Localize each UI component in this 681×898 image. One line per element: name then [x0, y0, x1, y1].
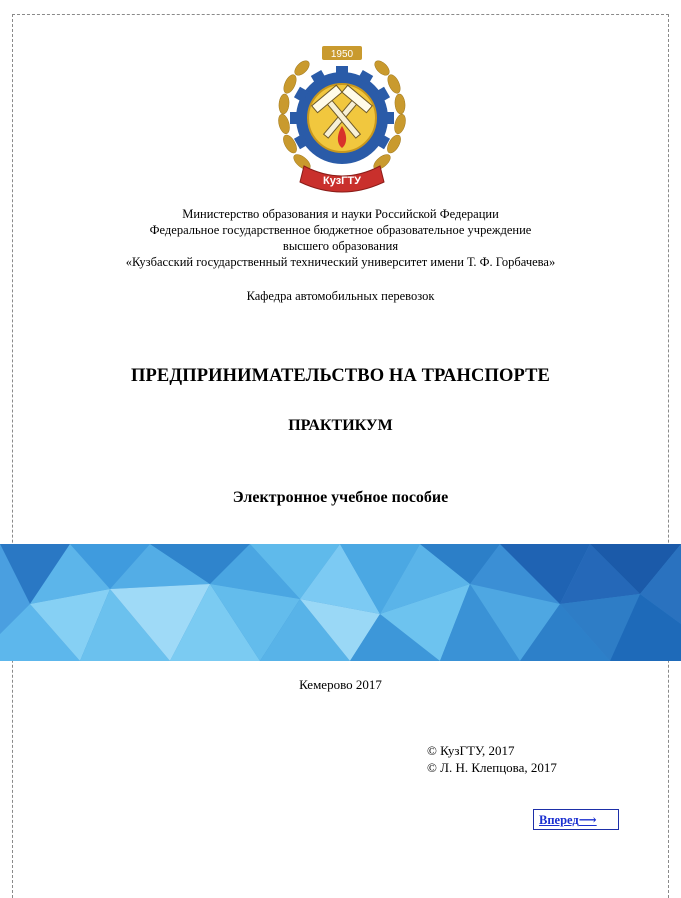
document-title: ПРЕДПРИНИМАТЕЛЬСТВО НА ТРАНСПОРТЕ [131, 366, 550, 386]
next-button-label: Вперед [539, 813, 579, 827]
header-line: Министерство образования и науки Российской Федерации [182, 207, 499, 221]
university-emblem [274, 44, 410, 200]
header-line: «Кузбасский государственный технический университет имени Т. Ф. Горбачева» [125, 255, 556, 269]
emblem-ribbon-text: КузГТУ [323, 175, 361, 187]
ministry-header [0, 206, 681, 270]
decorative-banner [0, 544, 681, 661]
department-name: Кафедра автомобильных перевозок [246, 289, 435, 303]
emblem-year: 1950 [330, 49, 354, 60]
city-year: Кемерово 2017 [299, 677, 382, 692]
document-kind: Электронное учебное пособие [232, 489, 449, 506]
copyright-line: © КузГТУ, 2017 [427, 743, 515, 758]
copyright-line: © Л. Н. Клепцова, 2017 [427, 760, 557, 775]
header-line: высшего образования [282, 239, 399, 253]
header-line: Федеральное государственное бюджетное образовательное учреждение [149, 223, 532, 237]
copyright-block [427, 742, 557, 776]
arrow-right-icon: ⟶ [578, 813, 597, 827]
document-subtitle: ПРАКТИКУМ [288, 417, 393, 434]
next-button[interactable] [533, 809, 619, 830]
